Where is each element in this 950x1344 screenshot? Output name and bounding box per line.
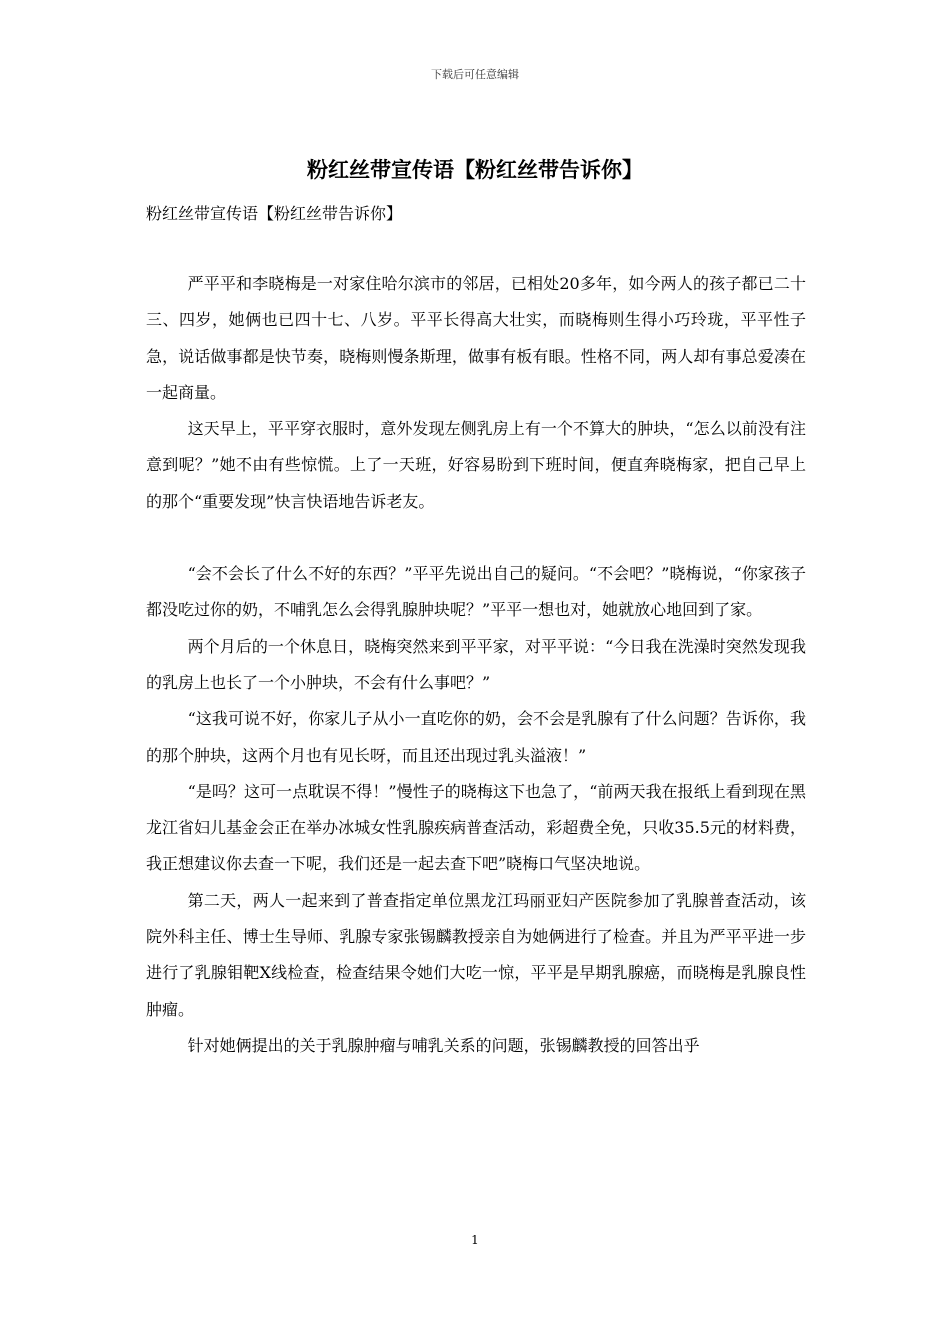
paragraph: “这我可说不好，你家儿子从小一直吃你的奶，会不会是乳腺有了什么问题？告诉你，我的那个肿块，这两个月也有见长呀，而且还出现过乳头溢液！” [146,709,806,765]
paragraph: “会不会长了什么不好的东西？”平平先说出自己的疑问。“不会吧？”晓梅说，“你家孩子都没吃过你的奶，不哺乳怎么会得乳腺肿块呢？”平平一想也对，她就放心地回到了家。 [146,564,806,620]
paragraph: 第二天，两人一起来到了普查指定单位黑龙江玛丽亚妇产医院参加了乳腺普查活动，该院外科主任、博士生导师、乳腺专家张锡麟教授亲自为她俩进行了检查。并且为严平平进一步进行了乳腺钼靶X线检查，检查结果令她们大吃一惊，平平是早期乳腺癌，而晓梅是乳腺良性肿瘤。 [146,890,806,1019]
document-body [146,266,806,1064]
document-title: 粉红丝带宣传语【粉红丝带告诉你】 [307,157,643,182]
document-subtitle: 粉红丝带宣传语【粉红丝带告诉你】 [146,204,403,223]
paragraph: 两个月后的一个休息日，晓梅突然来到平平家，对平平说：“今日我在洗澡时突然发现我的乳房上也长了一个小肿块，不会有什么事吧？” [146,636,806,692]
page-number: 1 [471,1233,479,1247]
paragraph: 这天早上，平平穿衣服时，意外发现左侧乳房上有一个不算大的肿块，“怎么以前没有注意到呢？”她不由有些惊慌。上了一天班，好容易盼到下班时间，便直奔晓梅家，把自己早上的那个“重要发现”快言快语地告诉老友。 [146,419,806,511]
paragraph: 针对她俩提出的关于乳腺肿瘤与哺乳关系的问题，张锡麟教授的回答出乎 [187,1035,700,1055]
page-header-note: 下载后可任意编辑 [431,68,519,81]
paragraph: 严平平和李晓梅是一对家住哈尔滨市的邻居，已相处20多年，如今两人的孩子都已二十三、四岁，她俩也已四十七、八岁。平平长得高大壮实，而晓梅则生得小巧玲珑，平平性子急，说话做事都是快节奏，晓梅则慢条斯理，做事有板有眼。性格不同，两人却有事总爱凑在一起商量。 [146,274,806,402]
paragraph: “是吗？这可一点耽误不得！”慢性子的晓梅这下也急了，“前两天我在报纸上看到现在黑龙江省妇儿基金会正在举办冰城女性乳腺疾病普查活动，彩超费全免，只收35.5元的材料费，我正想建议你去查一下呢，我们还是一起去查下吧”晓梅口气坚决地说。 [146,781,806,874]
